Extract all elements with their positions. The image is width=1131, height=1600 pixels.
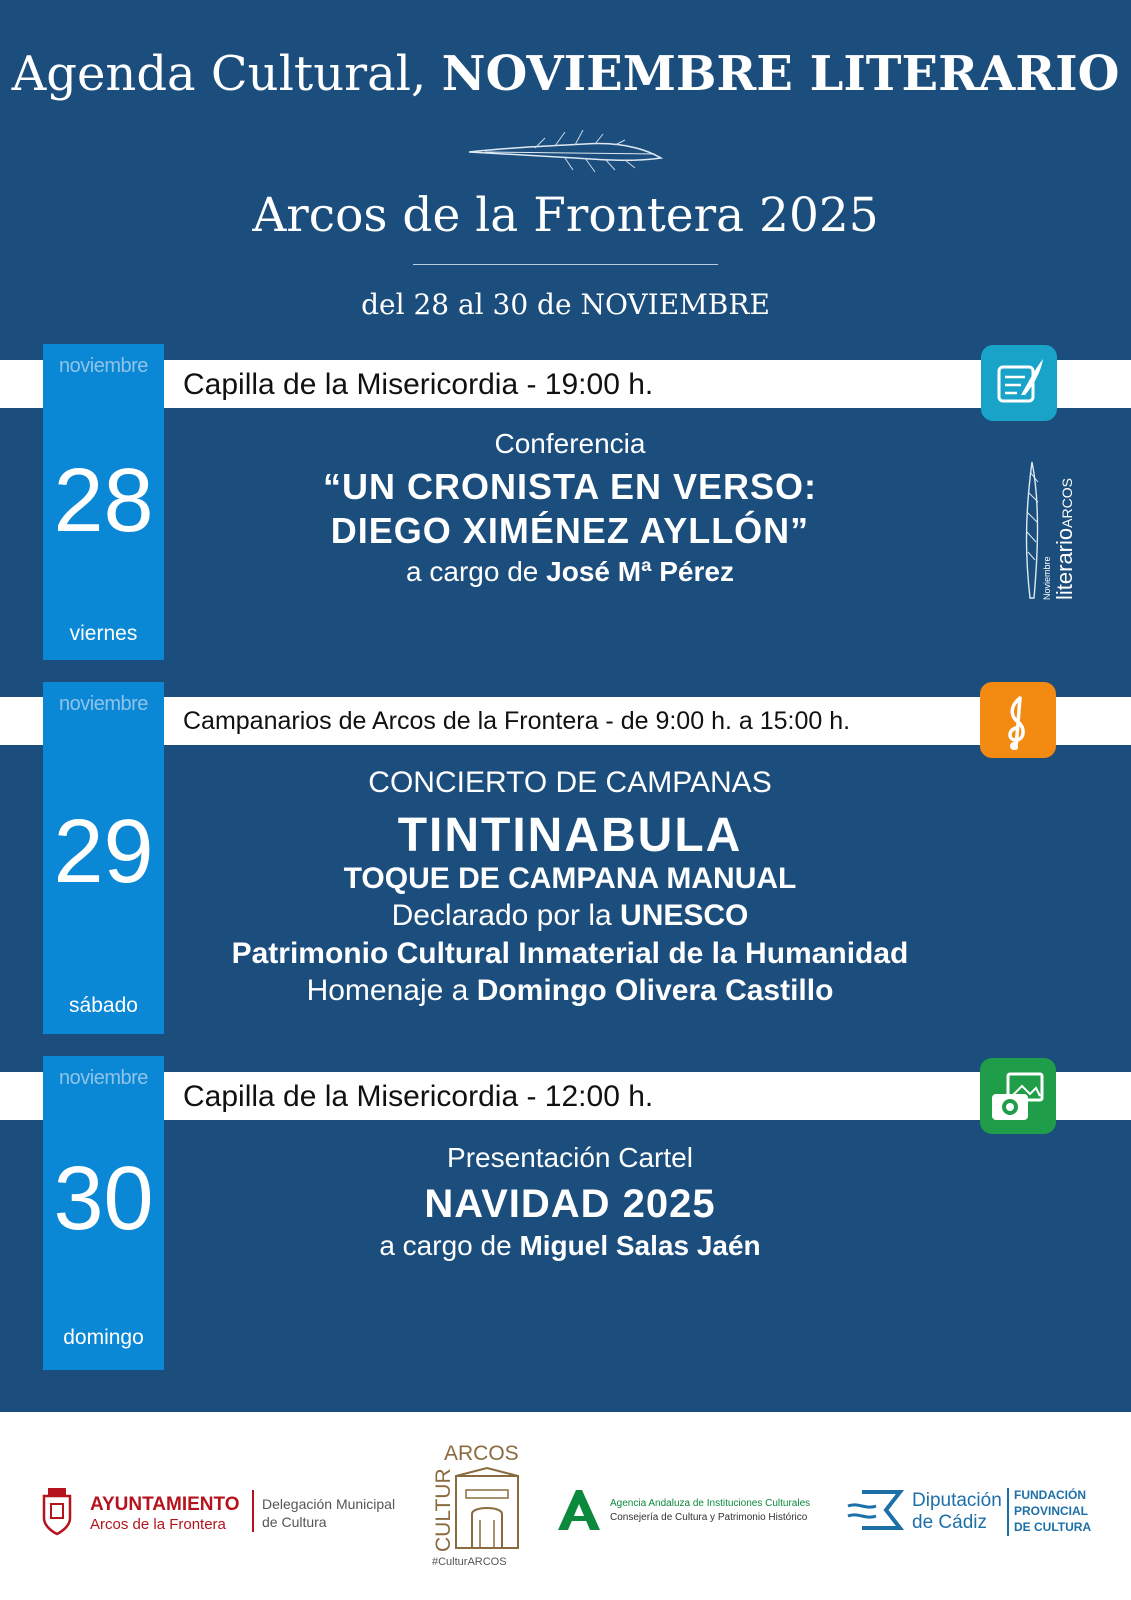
- agencia-line2: Consejería de Cultura y Patrimonio Histórico: [610, 1512, 808, 1523]
- event-title-line2: DIEGO XIMÉNEZ AYLLÓN”: [330, 510, 810, 551]
- homage-prefix: Homenaje a: [306, 974, 469, 1007]
- credit-name: Miguel Salas Jaén: [519, 1230, 761, 1261]
- cultur-vertical-text: CULTUR: [432, 1468, 455, 1552]
- music-note-icon: [980, 682, 1056, 758]
- event-declaration: [170, 899, 970, 933]
- diputacion-icon: [846, 1488, 904, 1532]
- venue-bar-1: [0, 360, 1131, 408]
- day-box-29: [43, 682, 164, 1034]
- event-homage: [170, 974, 970, 1008]
- event-subtitle: TOQUE DE CAMPANA MANUAL: [343, 862, 797, 895]
- event-title-line1: “UN CRONISTA EN VERSO:: [322, 466, 818, 507]
- building-icon: [452, 1466, 522, 1550]
- title-regular: Agenda Cultural,: [11, 46, 427, 102]
- weekday-label: domingo: [63, 1326, 144, 1349]
- credit-prefix: a cargo de: [379, 1230, 512, 1261]
- month-label: noviembre: [59, 1067, 148, 1089]
- fundacion-line1: FUNDACIÓN: [1014, 1488, 1086, 1502]
- ayuntamiento-logo: [40, 1486, 410, 1546]
- declaration-bold: UNESCO: [620, 899, 749, 932]
- delegacion-line2: de Cultura: [262, 1514, 327, 1530]
- cultur-hashtag: #CulturARCOS: [432, 1556, 507, 1568]
- event-credit: [170, 556, 970, 588]
- junta-andalucia-icon: [556, 1488, 602, 1532]
- camera-picture-icon: [980, 1058, 1056, 1134]
- weekday-label: viernes: [69, 622, 138, 645]
- coat-of-arms-icon: [40, 1486, 74, 1536]
- quill-icon: [465, 124, 665, 180]
- divider: [413, 264, 718, 265]
- diputacion-cadiz-logo: [846, 1486, 1096, 1546]
- venue-text-2: Campanarios de Arcos de la Frontera - de 9:00 h. a 15:00 h.: [183, 707, 851, 735]
- agencia-line1: Agencia Andaluza de Instituciones Culturales: [610, 1498, 811, 1509]
- venue-text-3: Capilla de la Misericordia - 12:00 h.: [183, 1080, 654, 1113]
- logo-word: literario: [1052, 527, 1077, 600]
- venue-bar-3: [0, 1072, 1131, 1120]
- month-label: noviembre: [59, 693, 148, 715]
- credit-name: José Mª Pérez: [546, 556, 734, 587]
- logo-city: ARCOS: [1059, 478, 1075, 528]
- ayuntamiento-city: Arcos de la Frontera: [90, 1516, 226, 1533]
- day-number: 29: [53, 802, 154, 902]
- credit-prefix: a cargo de: [406, 556, 539, 587]
- fundacion-line3: DE CULTURA: [1014, 1520, 1092, 1534]
- event-type: Presentación Cartel: [447, 1142, 693, 1173]
- cultur-arcos-logo: [432, 1442, 532, 1574]
- subtitle: Arcos de la Frontera 2025: [252, 188, 879, 243]
- event-heritage: Patrimonio Cultural Inmaterial de la Humanidad: [231, 937, 909, 970]
- cultur-arcos-text: ARCOS: [444, 1442, 519, 1465]
- ayuntamiento-label: AYUNTAMIENTO: [90, 1494, 240, 1515]
- venue-text-1: Capilla de la Misericordia - 19:00 h.: [183, 368, 654, 401]
- title-bold: NOVIEMBRE LITERARIO: [441, 46, 1120, 102]
- event-title: TINTINABULA: [397, 809, 743, 862]
- venue-bar-2: [0, 697, 1131, 745]
- page-title: [0, 46, 1131, 102]
- fundacion-line2: PROVINCIAL: [1014, 1504, 1089, 1518]
- logo-divider: [252, 1490, 254, 1532]
- month-label: noviembre: [59, 355, 148, 377]
- day-box-30: [43, 1056, 164, 1370]
- diputacion-line1: Diputación: [912, 1490, 1002, 1511]
- noviembre-literario-logo: [1012, 452, 1076, 602]
- event-credit: [170, 1230, 970, 1262]
- homage-name: Domingo Olivera Castillo: [476, 974, 834, 1007]
- event-type: Conferencia: [494, 428, 646, 459]
- day-number: 28: [53, 451, 154, 551]
- diputacion-line2: de Cádiz: [912, 1512, 987, 1533]
- logo-divider: [1007, 1488, 1009, 1536]
- agencia-andaluza-logo: [556, 1488, 816, 1538]
- quill-scroll-icon: [981, 345, 1057, 421]
- declaration-prefix: Declarado por la: [391, 899, 612, 932]
- day-box-28: [43, 344, 164, 660]
- day-number: 30: [53, 1149, 154, 1249]
- event-title: NAVIDAD 2025: [424, 1182, 716, 1226]
- weekday-label: sábado: [69, 994, 138, 1017]
- delegacion-line1: Delegación Municipal: [262, 1496, 396, 1512]
- event-dates: del 28 al 30 de NOVIEMBRE: [361, 288, 770, 321]
- logo-small-text: Noviembre: [1042, 556, 1052, 600]
- event-type: CONCIERTO DE CAMPANAS: [368, 766, 772, 799]
